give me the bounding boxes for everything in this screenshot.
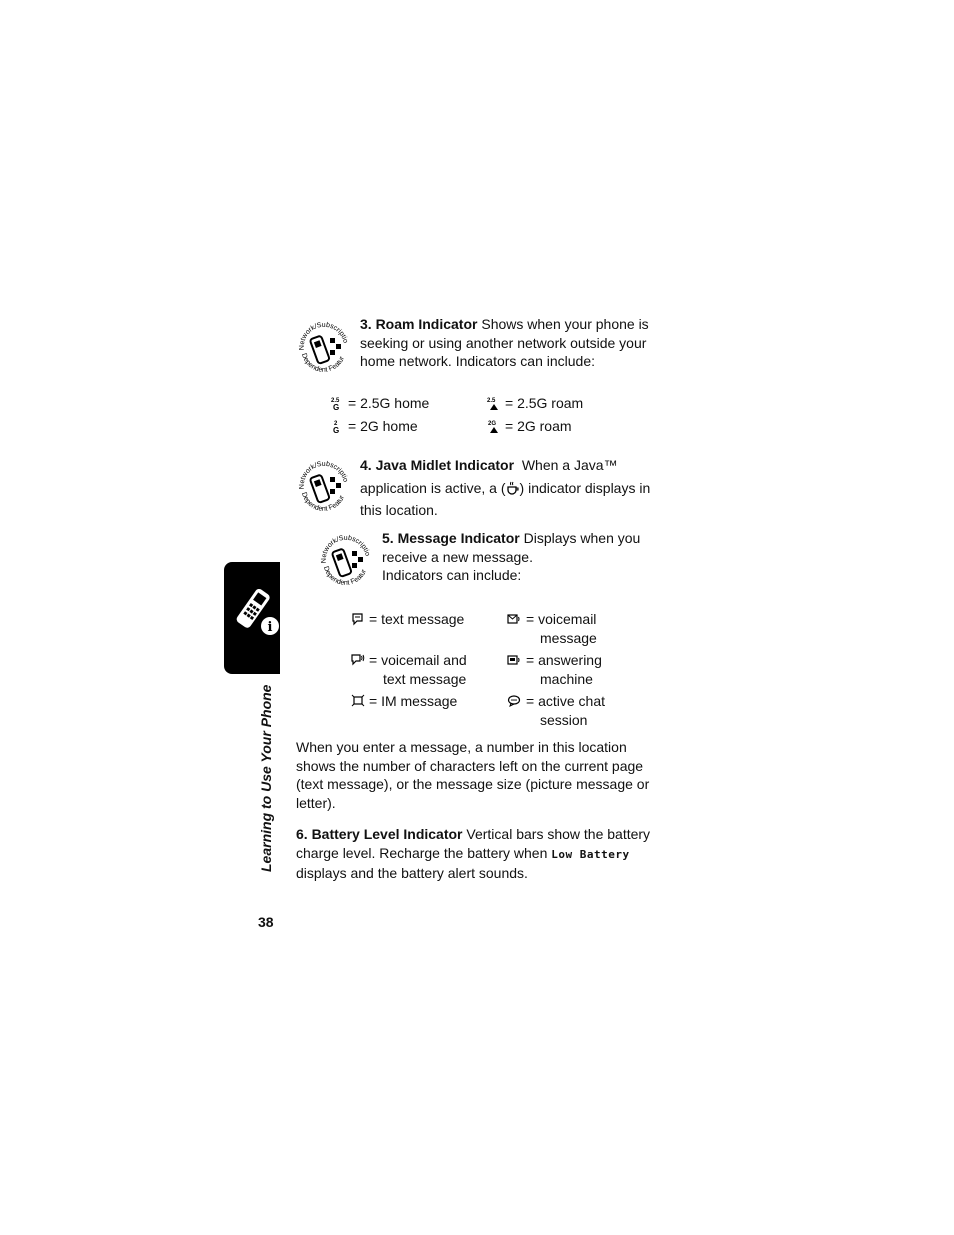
- svg-text:G: G: [333, 403, 340, 410]
- roam-item-label: = 2G roam: [505, 418, 572, 434]
- low-battery-display-text: Low Battery: [551, 847, 630, 861]
- svg-text:Dependent Feature: Dependent Featur: [299, 491, 347, 513]
- voicemail-text-message-icon: [351, 653, 365, 667]
- network-subscription-dependent-feature-icon: [296, 320, 352, 376]
- svg-text:2.5: 2.5: [331, 398, 340, 404]
- battery-title: 6. Battery Level Indicator: [296, 826, 463, 842]
- message-note: When you enter a message, a number in this location shows the number of characters left on the current page (text message), or the message size (picture message or letter).: [296, 739, 650, 811]
- 2-5g-roam-icon: [487, 396, 501, 410]
- roam-item-label: = 2.5G roam: [505, 395, 584, 411]
- page-number: 38: [258, 914, 274, 930]
- battery-section: 6. Battery Level Indicator Vertical bars show the battery charge level. Recharge the battery when Low Battery displays and the battery alert sounds.: [296, 826, 651, 881]
- svg-text:Network/Subscription: Network/Subscriptio: [298, 321, 349, 351]
- svg-text:G: G: [333, 426, 340, 433]
- roam-title: 3. Roam Indicator: [360, 316, 478, 332]
- svg-text:Dependent Feature: Dependent Featur: [321, 565, 369, 587]
- svg-text:Network/Subscription: Network/Subscriptio: [320, 534, 371, 564]
- network-subscription-dependent-feature-icon: [296, 459, 352, 515]
- 2g-roam-icon: [487, 419, 501, 433]
- message-section: 5. Message Indicator Displays when you receive a new message. Indicators can include:: [382, 530, 641, 583]
- svg-text:2.5: 2.5: [487, 398, 496, 404]
- voicemail-message-icon: [507, 612, 521, 626]
- phone-info-icon: [230, 582, 280, 642]
- message-item-label: = IM message: [369, 693, 458, 709]
- java-cup-icon: [506, 479, 520, 493]
- svg-text:2: 2: [334, 421, 338, 427]
- roam-item-label: = 2.5G home: [348, 395, 430, 411]
- side-tab-label: Learning to Use Your Phone: [258, 684, 274, 872]
- network-subscription-dependent-feature-icon: [318, 533, 374, 589]
- svg-text:Dependent Feature: Dependent Featur: [299, 352, 347, 374]
- 2-5g-home-icon: [331, 396, 345, 410]
- active-chat-icon: [507, 694, 521, 708]
- 2g-home-icon: [331, 419, 345, 433]
- message-title: 5. Message Indicator: [382, 530, 520, 546]
- java-title: 4. Java Midlet Indicator: [360, 457, 515, 473]
- roam-item-label: = 2G home: [348, 418, 418, 434]
- roam-section: 3. Roam Indicator Shows when your phone is seeking or using another network outside your home network. Indicators can include:: [360, 316, 649, 369]
- im-message-icon: [351, 694, 365, 708]
- svg-text:2G: 2G: [488, 421, 497, 427]
- answering-machine-icon: [507, 653, 521, 667]
- message-item-label: = text message: [369, 611, 465, 627]
- message-item-label: = voicemail and text message: [369, 652, 467, 687]
- side-tab: [224, 562, 280, 674]
- java-section: 4. Java Midlet Indicator When a Java™ application is active, a ( ) indicator displays in this location.: [360, 457, 651, 518]
- text-message-icon: [351, 612, 365, 626]
- svg-text:Network/Subscription: Network/Subscriptio: [298, 460, 349, 490]
- message-item-label: = active chat session: [526, 693, 605, 728]
- message-item-label: = answering machine: [526, 652, 602, 687]
- message-item-label: = voicemail message: [526, 611, 597, 646]
- svg-text:i: i: [267, 620, 273, 635]
